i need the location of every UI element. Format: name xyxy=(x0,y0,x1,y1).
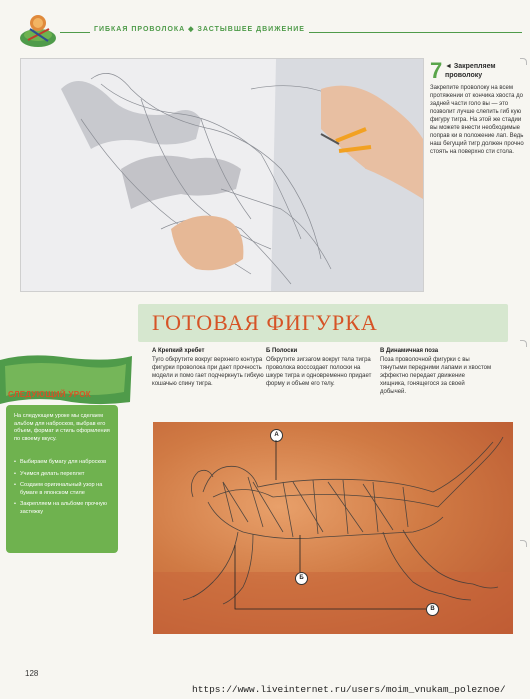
column-body: Туго обкрутите вокруг верхнего контура фигурки проволока при дает прочность модели и помо гает подчеркнуть гибкую кошачью спину тигра. xyxy=(152,357,264,387)
callout-b: Б xyxy=(295,572,308,585)
column-body: Поза проволочной фигурки с вы тянутыми передними лапами и хвостом эффектно передает движение хищника, гонящегося за своей добычей. xyxy=(380,357,492,395)
header-title: ГИБКАЯ ПРОВОЛОКА ◆ ЗАСТЫВШЕЕ ДВИЖЕНИЕ xyxy=(90,25,309,33)
list-item: • Создаем оригинальный узор на бумаге в японском стиле xyxy=(14,482,103,496)
bullet-icon: • xyxy=(14,459,16,465)
bullet-icon: • xyxy=(14,470,16,477)
step-body: Закрепите проволоку на всем протяжении от кончика хвоста до задней части голо вы — это позволит лучше слепить гиб кую фигуру тигра. На этой же стадии вы можете внести необходимые поправ ки в положение лап. Ведь наш бегущий тигр должен прочно стоять на поверхно сти стола. xyxy=(430,85,524,155)
page-number: 128 xyxy=(25,669,39,678)
step-title: ◄ Закрепляем проволоку xyxy=(445,63,496,79)
margin-mark xyxy=(520,58,527,65)
column-title: В Динамичная поза xyxy=(380,348,439,354)
margin-mark xyxy=(520,540,527,547)
section-title: ГОТОВАЯ ФИГУРКА xyxy=(152,310,378,335)
list-item: • Выбираем бумагу для набросков xyxy=(14,459,107,465)
next-lesson-intro: На следующем уроке мы сделаем альбом для набросков, выбрав его объем, формат и стиль оформления по своему вкусу. xyxy=(14,413,110,442)
bullet-icon: • xyxy=(14,501,16,507)
column-title: Б Полоски xyxy=(266,348,298,354)
column-title: А Крепкий хребет xyxy=(152,348,205,354)
callout-a: А xyxy=(270,429,283,442)
list-item: • Учимся делать переплет xyxy=(14,470,85,477)
bullet-icon: • xyxy=(14,482,16,488)
callout-c: В xyxy=(426,603,439,616)
list-item: • Закрепляем на альбоме прочную застежку xyxy=(14,501,107,515)
next-lesson-title: СЛЕДУЮЩИЙ УРОК xyxy=(8,390,91,399)
step-number: 7 xyxy=(430,58,443,83)
source-url[interactable]: https://www.liveinternet.ru/users/moim_vnukam_poleznoe/ xyxy=(192,684,506,695)
column-body: Обкрутите зигзагом вокруг тела тигра проволока воссоздает полоски на шкуре тигра и одновременно придает форму и объем его телу. xyxy=(266,357,372,387)
margin-mark xyxy=(520,340,527,347)
